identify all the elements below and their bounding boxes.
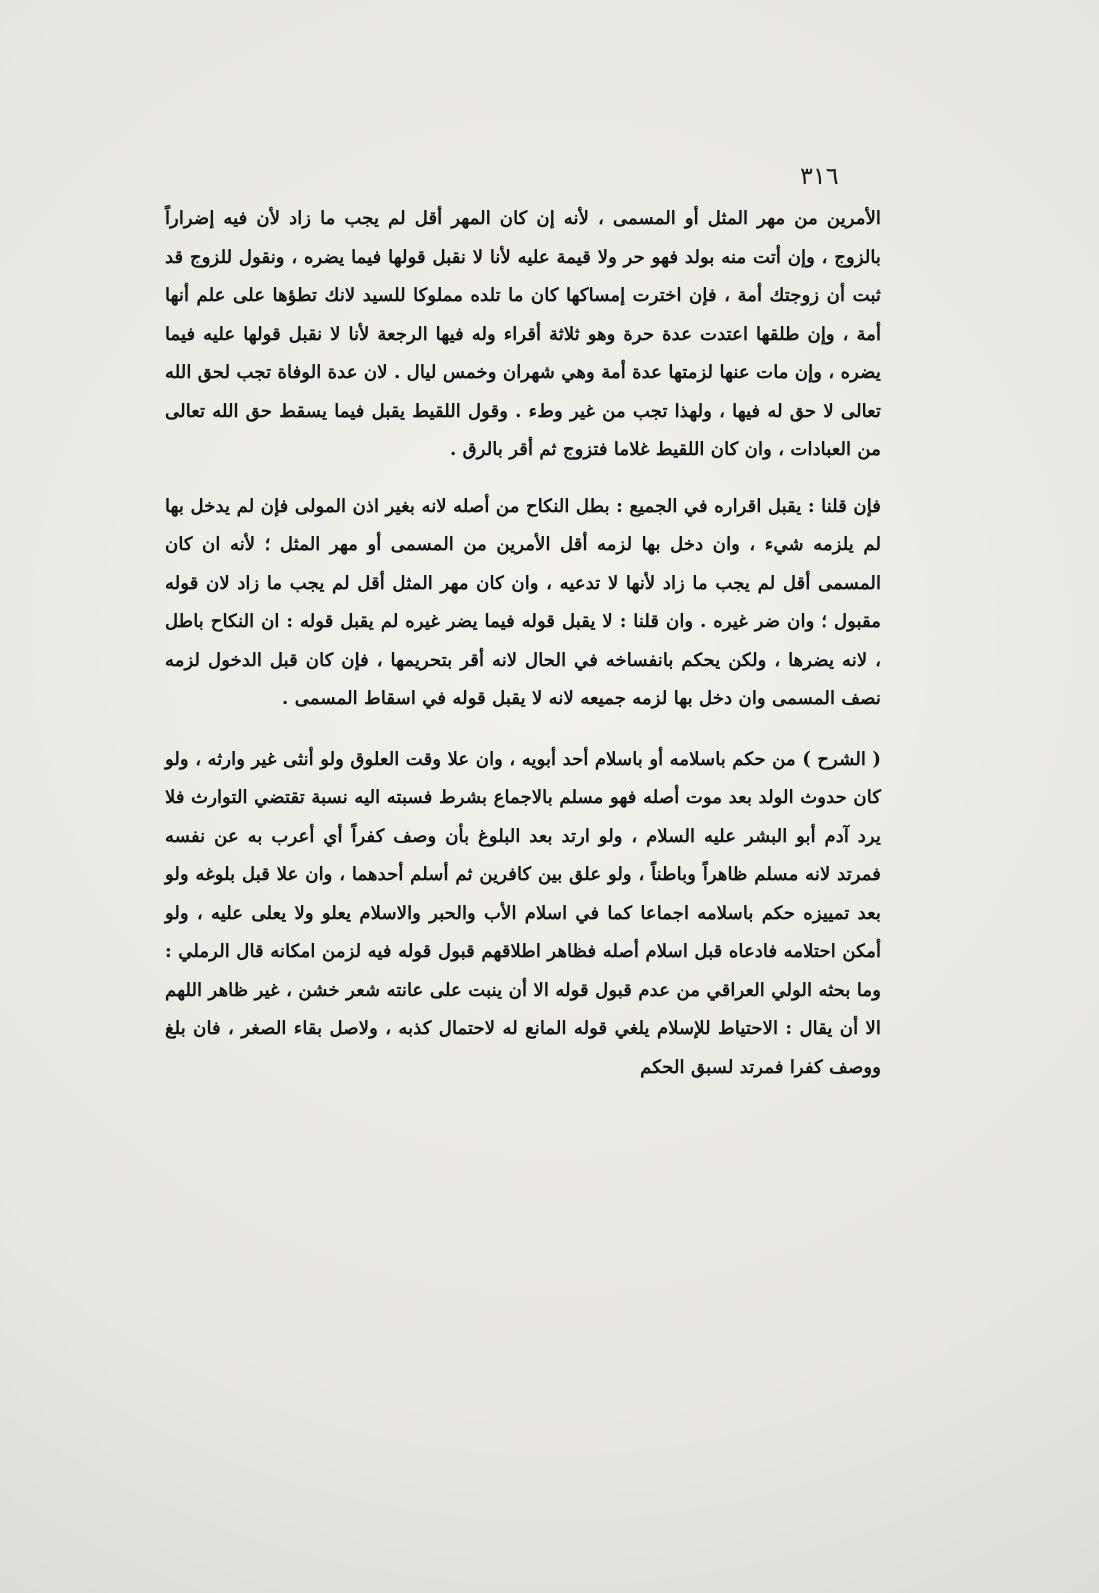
page-body [165,200,881,1087]
paragraph-3: ( الشرح ) من حكم باسلامه أو باسلام أحد أبويه ، وان علا وقت العلوق ولو أنثى غير وارثه ، ولو كان حدوث الولد بعد موت أصله فهو مسلم بالاجماع بشرط فسبته اليه نسبة تقتضي التوارث فلا يرد آدم أبو البشر عليه السلام ، ولو ارتد بعد البلوغ بأن وصف كفراً أي أعرب به عن نفسه فمرتد لانه مسلم ظاهراً وباطناً ، ولو علق بين كافرين ثم أسلم أحدهما ، وان علا قبل بلوغه ولو بعد تمييزه حكم باسلامه اجماعا كما في اسلام الأب والحبر والاسلام يعلو ولا يعلى عليه ، ولو أمكن احتلامه فادعاه قبل اسلام أصله فظاهر اطلاقهم قبول قوله فيه لزمن امكانه قال الرملي : وما بحثه الولي العراقي من عدم قبول قوله الا أن ينبت على عانته شعر خشن ، غير ظاهر اللهم الا أن يقال : الاحتياط للإسلام يلغي قوله المانع له لاحتمال كذبه ، ولاصل بقاء الصغر ، فان بلغ ووصف كفرا فمرتد لسبق الحكم [165,748,881,1078]
page-number: ٣١٦ [800,162,839,190]
paragraph-1: الأمرين من مهر المثل أو المسمى ، لأنه إن كان المهر أقل لم يجب ما زاد لأن فيه إضراراً بالزوج ، وإن أتت منه بولد فهو حر ولا قيمة عليه لأنا لا نقبل قولها فيما يضره ، ونقول للزوج قد ثبت أن زوجتك أمة ، فإن اخترت إمساكها كان ما تلده مملوكا للسيد لانك تطؤها على علم أنها أمة ، وإن طلقها اعتدت عدة حرة وهو ثلاثة أقراء وله فيها الرجعة لأنا لا نقبل قولها عليه فيما يضره ، وإن مات عنها لزمتها عدة أمة وهي شهران وخمس ليال . لان عدة الوفاة تجب لحق الله تعالى لا حق له فيها ، ولهذا تجب من غير وطء . وقول اللقيط يقبل فيما يسقط حق الله تعالى من العبادات ، وان كان اللقيط غلاما فتزوج ثم أقر بالرق . [165,208,881,460]
paragraph-2: فإن قلنا : يقبل اقراره في الجميع : بطل النكاح من أصله لانه بغير اذن المولى فإن لم يدخل بها لم يلزمه شيء ، وان دخل بها لزمه أقل الأمرين من المسمى أو مهر المثل ؛ لأنه ان كان المسمى أقل لم يجب ما زاد لأنها لا تدعيه ، وان كان مهر المثل أقل لم يجب ما زاد لان قوله مقبول ؛ وان ضر غيره . وان قلنا : لا يقبل قوله فيما يضر غيره لم يقبل قوله : ان النكاح باطل ، لانه يضرها ، ولكن يحكم بانفساخه في الحال لانه أقر بتحريمها ، فإن كان قبل الدخول لزمه نصف المسمى وان دخل بها لزمه جميعه لانه لا يقبل قوله في اسقاط المسمى . [165,495,881,709]
